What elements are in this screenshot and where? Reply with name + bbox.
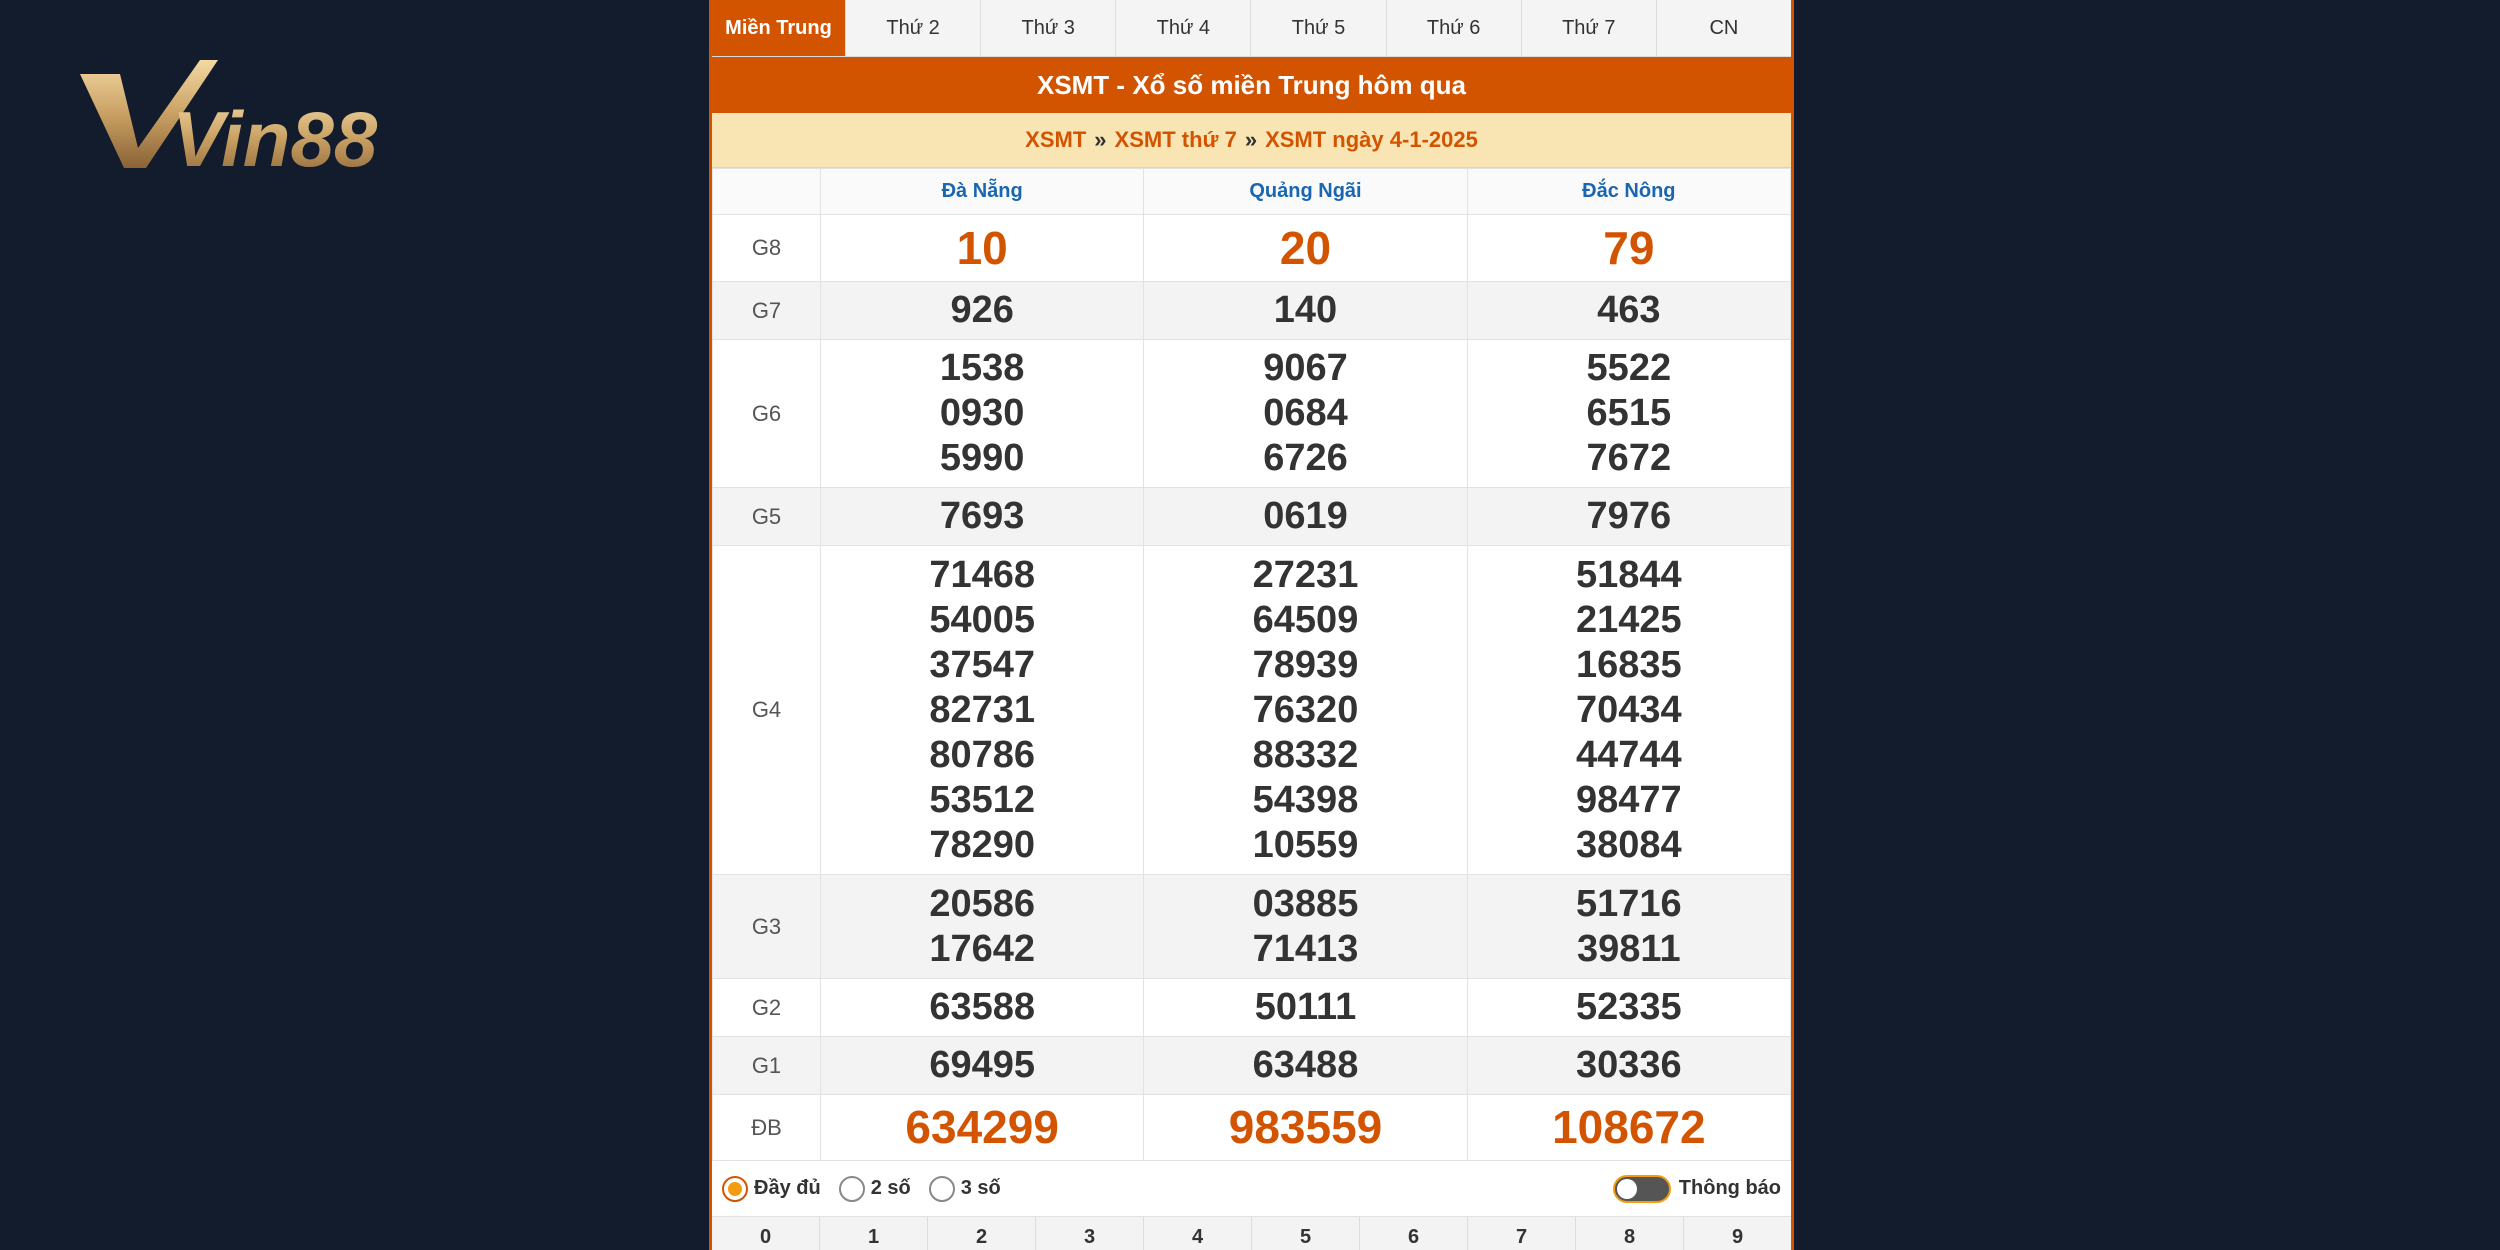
result-number: 0684 — [1263, 392, 1348, 434]
option-full-label: Đầy đủ — [754, 1177, 821, 1199]
result-number: 63488 — [1252, 1044, 1359, 1086]
prize-row — [713, 215, 1791, 282]
result-number: 7693 — [939, 495, 1025, 537]
vin88-logo — [80, 60, 450, 190]
prize-name: G1 — [713, 1037, 821, 1095]
result-number: 463 — [1597, 289, 1661, 331]
tab-day-2[interactable]: Thứ 3 — [981, 0, 1116, 56]
results-table — [712, 168, 1791, 1161]
result-number: 53512 — [929, 778, 1035, 821]
prize-row — [713, 979, 1791, 1037]
option-full[interactable] — [722, 1176, 821, 1202]
result-number: 20 — [1279, 221, 1332, 274]
result-cell — [1144, 1037, 1467, 1095]
result-number: 50111 — [1254, 986, 1357, 1028]
digit-filter-8[interactable]: 8 — [1576, 1217, 1684, 1250]
result-cell — [821, 282, 1144, 340]
result-number: 54005 — [929, 598, 1035, 641]
result-cell — [1144, 1095, 1467, 1161]
tab-day-3[interactable]: Thứ 4 — [1116, 0, 1251, 56]
prize-row — [713, 1037, 1791, 1095]
notify-toggle[interactable] — [1613, 1175, 1781, 1203]
result-cell — [1467, 875, 1790, 979]
prize-row — [713, 340, 1791, 488]
option-3-digits-label: 3 số — [960, 1177, 1001, 1199]
result-number: 69495 — [929, 1044, 1035, 1086]
result-cell — [1467, 1037, 1790, 1095]
day-tabs — [712, 0, 1791, 57]
digit-filter-5[interactable]: 5 — [1252, 1217, 1360, 1250]
result-number: 140 — [1273, 289, 1338, 331]
breadcrumb-xsmt[interactable]: XSMT — [1025, 127, 1087, 152]
prize-name: G6 — [713, 340, 821, 488]
breadcrumb-separator: » — [1244, 127, 1258, 152]
result-number: 17642 — [929, 927, 1035, 970]
option-3-digits[interactable] — [929, 1176, 1001, 1202]
result-number: 7672 — [1586, 437, 1672, 479]
result-number: 64509 — [1252, 598, 1359, 641]
result-cell — [1144, 215, 1467, 282]
result-number: 71468 — [929, 553, 1035, 596]
result-number: 98477 — [1575, 778, 1682, 821]
result-number: 80786 — [929, 733, 1035, 776]
toggle-switch[interactable] — [1613, 1175, 1671, 1203]
result-number: 983559 — [1228, 1101, 1383, 1153]
result-cell — [821, 979, 1144, 1037]
result-number: 6726 — [1263, 437, 1348, 479]
result-number: 52335 — [1575, 986, 1682, 1028]
result-cell — [1467, 546, 1790, 875]
result-number: 88332 — [1252, 733, 1359, 776]
result-number: 63588 — [929, 986, 1035, 1028]
breadcrumb-weekday[interactable]: XSMT thứ 7 — [1114, 127, 1237, 152]
prize-row — [713, 282, 1791, 340]
digit-filter-6[interactable]: 6 — [1360, 1217, 1468, 1250]
result-number: 70434 — [1575, 688, 1682, 731]
province-header-row — [713, 169, 1791, 215]
result-cell — [821, 875, 1144, 979]
result-cell — [821, 1095, 1144, 1161]
result-cell — [1144, 875, 1467, 979]
digit-filter-3[interactable]: 3 — [1036, 1217, 1144, 1250]
result-cell — [1144, 282, 1467, 340]
result-number: 108672 — [1552, 1101, 1706, 1153]
digit-filter-4[interactable]: 4 — [1144, 1217, 1252, 1250]
result-cell — [821, 1037, 1144, 1095]
result-number: 9067 — [1263, 347, 1348, 389]
result-number: 39811 — [1577, 927, 1681, 970]
result-number: 30336 — [1575, 1044, 1682, 1086]
prize-row — [713, 546, 1791, 875]
result-number: 5990 — [939, 437, 1025, 479]
result-number: 03885 — [1252, 882, 1359, 925]
result-cell — [1467, 979, 1790, 1037]
result-number: 78939 — [1252, 643, 1359, 686]
result-cell — [1467, 488, 1790, 546]
prize-name: G7 — [713, 282, 821, 340]
result-cell — [1144, 979, 1467, 1037]
digit-filter-1[interactable]: 1 — [820, 1217, 928, 1250]
province-name[interactable]: Đà Nẵng — [821, 169, 1144, 215]
logo-text: Vin88 — [172, 95, 378, 183]
result-cell — [1467, 282, 1790, 340]
logo-graphic — [80, 60, 450, 190]
digit-filter-2[interactable]: 2 — [928, 1217, 1036, 1250]
result-number: 44744 — [1575, 733, 1682, 776]
tab-day-4[interactable]: Thứ 5 — [1251, 0, 1386, 56]
display-options — [712, 1161, 1791, 1217]
tab-mien-trung[interactable]: Miền Trung — [712, 0, 846, 56]
tab-day-1[interactable]: Thứ 2 — [846, 0, 981, 56]
result-number: 5522 — [1586, 347, 1672, 389]
result-cell — [821, 340, 1144, 488]
breadcrumb-separator: » — [1094, 127, 1107, 152]
page-title: XSMT - Xổ số miền Trung hôm qua — [712, 57, 1791, 113]
result-cell — [1467, 340, 1790, 488]
result-number: 71413 — [1252, 927, 1359, 970]
result-number: 54398 — [1252, 778, 1359, 821]
result-number: 82731 — [929, 688, 1035, 731]
radio-3-digits[interactable] — [929, 1176, 955, 1202]
result-number: 16835 — [1575, 643, 1682, 686]
tab-day-5[interactable]: Thứ 6 — [1387, 0, 1522, 56]
result-number: 7976 — [1586, 495, 1672, 537]
result-cell — [821, 488, 1144, 546]
digit-filter-row — [712, 1217, 1791, 1250]
result-number: 38084 — [1575, 823, 1682, 866]
breadcrumb-date[interactable]: XSMT ngày 4-1-2025 — [1265, 127, 1478, 152]
province-name[interactable]: Đắc Nông — [1467, 169, 1790, 215]
result-number: 6515 — [1586, 392, 1672, 434]
tab-day-6[interactable]: Thứ 7 — [1522, 0, 1657, 56]
radio-2-digits[interactable] — [839, 1176, 865, 1202]
digit-filter-7[interactable]: 7 — [1468, 1217, 1576, 1250]
result-cell — [1467, 1095, 1790, 1161]
result-number: 926 — [950, 289, 1014, 331]
result-cell — [1144, 546, 1467, 875]
result-cell — [821, 546, 1144, 875]
digit-filter-0[interactable]: 0 — [712, 1217, 820, 1250]
option-2-digits-label: 2 số — [870, 1177, 911, 1199]
prize-name: G5 — [713, 488, 821, 546]
result-number: 1538 — [939, 347, 1025, 389]
result-number: 78290 — [929, 823, 1035, 866]
prize-name: ĐB — [713, 1095, 821, 1161]
prize-name: G4 — [713, 546, 821, 875]
result-cell — [1144, 340, 1467, 488]
result-number: 51844 — [1575, 553, 1682, 596]
result-cell — [821, 215, 1144, 282]
prize-name: G2 — [713, 979, 821, 1037]
result-number: 10 — [956, 221, 1008, 274]
result-cell — [1144, 488, 1467, 546]
result-number: 79 — [1603, 221, 1655, 274]
result-number: 37547 — [929, 643, 1035, 686]
result-number: 0619 — [1263, 495, 1348, 537]
result-number: 634299 — [905, 1101, 1059, 1153]
option-2-digits[interactable] — [839, 1176, 911, 1202]
results-panel — [709, 0, 1794, 1250]
result-number: 21425 — [1575, 598, 1682, 641]
result-cell — [1467, 215, 1790, 282]
prize-row — [713, 488, 1791, 546]
result-number: 76320 — [1252, 688, 1359, 731]
prize-row — [713, 875, 1791, 979]
notify-label: Thông báo — [1678, 1177, 1781, 1199]
prize-name: G3 — [713, 875, 821, 979]
result-number: 51716 — [1575, 882, 1682, 925]
tab-day-7[interactable]: CN — [1709, 16, 1739, 39]
result-number: 27231 — [1252, 553, 1359, 596]
breadcrumb — [712, 113, 1791, 168]
result-number: 10559 — [1252, 823, 1359, 866]
prize-row — [713, 1095, 1791, 1161]
prize-header-cell — [713, 169, 821, 215]
province-name[interactable]: Quảng Ngãi — [1144, 169, 1467, 215]
result-number: 20586 — [929, 882, 1035, 925]
result-number: 0930 — [939, 392, 1025, 434]
digit-filter-9[interactable]: 9 — [1731, 1225, 1744, 1248]
prize-name: G8 — [713, 215, 821, 282]
radio-full[interactable] — [722, 1176, 748, 1202]
